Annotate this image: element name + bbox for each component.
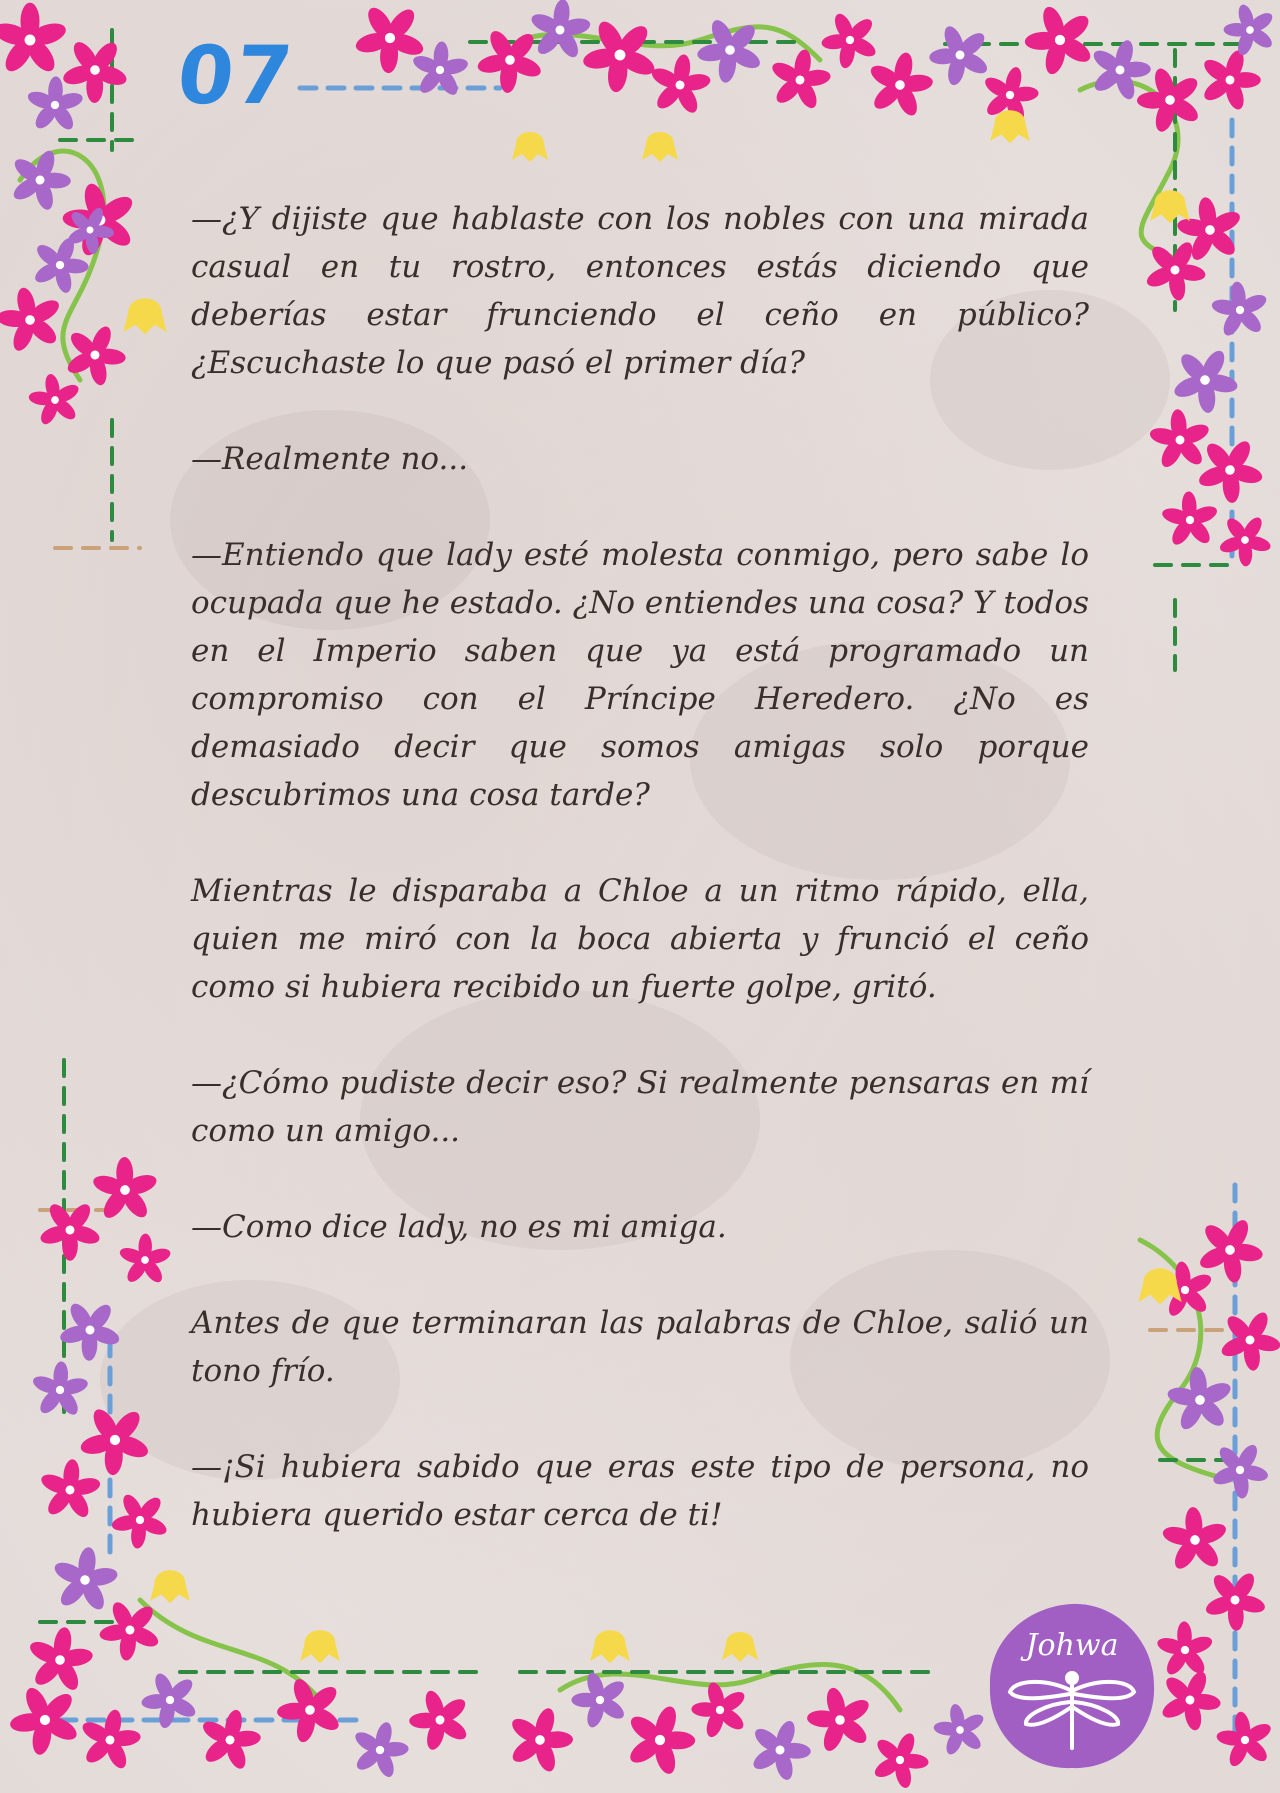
flower-icon bbox=[397, 1676, 484, 1763]
tulip-icon bbox=[642, 132, 678, 162]
flower-icon bbox=[192, 1703, 267, 1776]
tulip-icon bbox=[300, 1630, 340, 1663]
flower-icon bbox=[1153, 1496, 1238, 1583]
translator-badge bbox=[984, 1598, 1160, 1774]
flower-icon bbox=[1203, 271, 1279, 348]
flower-icon bbox=[1191, 41, 1270, 118]
flower-icon bbox=[1149, 1659, 1232, 1740]
flower-icon bbox=[0, 1669, 95, 1769]
flower-icon bbox=[73, 1704, 147, 1775]
flower-icon bbox=[862, 1722, 938, 1793]
flower-icon bbox=[1154, 482, 1227, 557]
flower-icon bbox=[27, 1186, 114, 1272]
flower-icon bbox=[84, 1147, 167, 1232]
flower-icon bbox=[498, 1699, 582, 1781]
flower-icon bbox=[341, 0, 441, 87]
flower-icon bbox=[0, 3, 69, 76]
badge-background bbox=[984, 1598, 1160, 1774]
chapter-body bbox=[191, 195, 1089, 1539]
paragraph: —¡Si hubiera sabido que eras este tipo de persona, no hubiera querido estar cerca de ti! bbox=[191, 1449, 1089, 1533]
flower-icon bbox=[1214, 0, 1280, 67]
tulip-icon bbox=[123, 298, 166, 334]
tulip-icon bbox=[590, 1630, 630, 1663]
flower-icon bbox=[525, 0, 594, 63]
flower-icon bbox=[1208, 1298, 1280, 1382]
flower-icon bbox=[20, 363, 92, 436]
flower-icon bbox=[36, 1457, 104, 1523]
flower-icon bbox=[264, 1663, 357, 1757]
paragraph: —Como dice lady, no es mi amiga. bbox=[191, 1209, 727, 1245]
paragraph: Mientras le disparaba a Chloe a un ritmo rápido, ella, quien me miró con la boca abierta y frunció el ceño como si hubiera recibido un fuerte golpe, gritó. bbox=[191, 873, 1089, 1005]
flower-icon bbox=[130, 1659, 211, 1740]
tulip-icon bbox=[150, 1570, 190, 1603]
flower-icon bbox=[25, 75, 86, 133]
flower-icon bbox=[21, 1622, 98, 1696]
paragraph: Antes de que terminaran las palabras de Chloe, salió un tono frío. bbox=[191, 1305, 1089, 1389]
flower-icon bbox=[1192, 1557, 1278, 1642]
flower-icon bbox=[561, 1659, 641, 1740]
paragraph: —Realmente no... bbox=[191, 441, 469, 477]
flower-icon bbox=[1201, 1430, 1280, 1508]
tulip-icon bbox=[722, 1632, 758, 1662]
flower-icon bbox=[1149, 1613, 1222, 1688]
paragraph: —¿Y dijiste que hablaste con los nobles con una mirada casual en tu rostro, entonces estás diciendo que deberías estar frunciendo el ceño en público? ¿Escuchaste lo que pasó el primer día? bbox=[191, 201, 1089, 381]
flower-icon bbox=[1207, 1701, 1280, 1779]
flower-icon bbox=[740, 1710, 821, 1789]
flower-icon bbox=[764, 44, 837, 114]
flower-icon bbox=[344, 1715, 415, 1784]
flower-icon bbox=[567, 1, 673, 107]
tulip-icon bbox=[512, 132, 548, 162]
flower-icon bbox=[860, 46, 940, 123]
translator-name: Johwa bbox=[1025, 1628, 1119, 1663]
flower-icon bbox=[1160, 334, 1251, 424]
paragraph: —Entiendo que lady esté molesta conmigo, pero sabe lo ocupada que he estado. ¿No entiendes una cosa? Y todos en el Imperio saben que ya está programado un compromiso con el Príncipe Heredero. ¿No es demasiado decir que somos amigas solo porque descubrimos una cosa tarde? bbox=[191, 537, 1089, 813]
flower-icon bbox=[29, 1360, 91, 1419]
flower-icon bbox=[117, 1233, 172, 1286]
chapter-number: 07 bbox=[173, 29, 299, 122]
paragraph: —¿Cómo pudiste decir eso? Si realmente pensaras en mí como un amigo... bbox=[191, 1065, 1089, 1149]
